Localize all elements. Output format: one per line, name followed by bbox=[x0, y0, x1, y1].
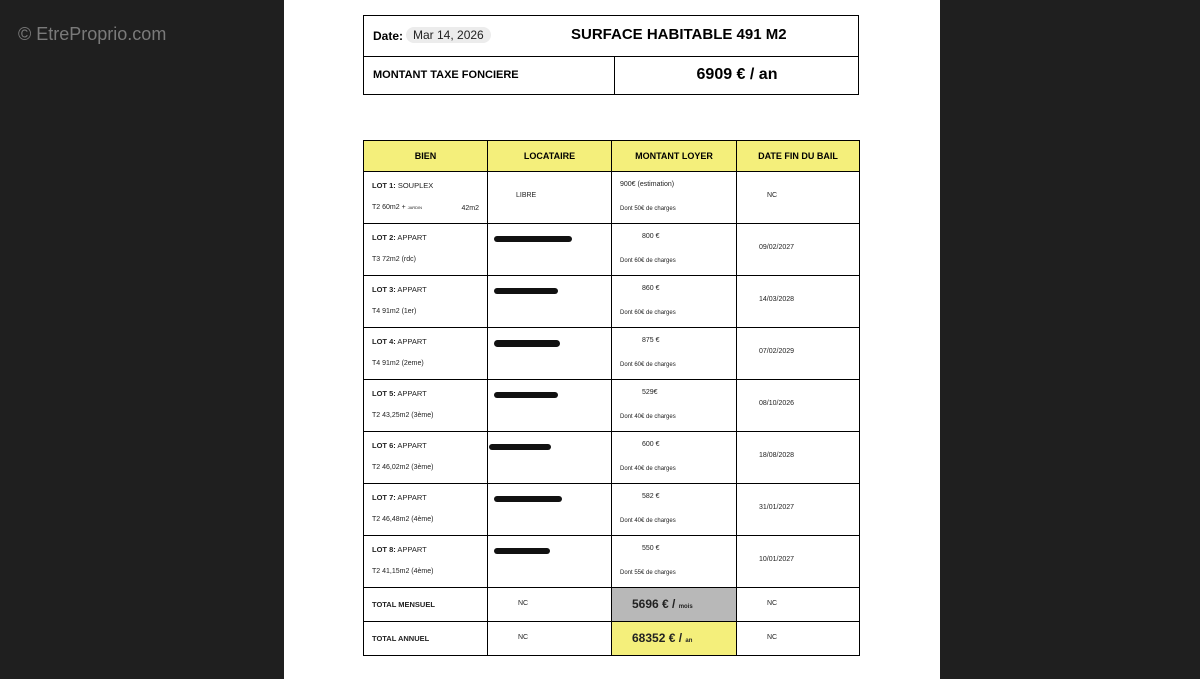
lot-title: LOT 3: APPART bbox=[372, 285, 427, 294]
table-row bbox=[364, 380, 860, 432]
table-row bbox=[364, 484, 860, 536]
rent-value: 875 € bbox=[642, 337, 660, 344]
rent-cell bbox=[612, 432, 737, 484]
redaction-mark bbox=[494, 392, 558, 398]
rent-cell bbox=[612, 224, 737, 276]
redaction-mark bbox=[494, 548, 550, 554]
total-value-cell bbox=[612, 588, 737, 622]
lease-end-cell bbox=[737, 622, 860, 656]
tenant-cell bbox=[488, 276, 612, 328]
lease-end: 07/02/2029 bbox=[759, 348, 795, 355]
rent-cell bbox=[612, 380, 737, 432]
lot-title: LOT 4: APPART bbox=[372, 337, 427, 346]
redaction-mark bbox=[494, 496, 562, 502]
lease-end: NC bbox=[767, 600, 778, 607]
tenant-cell bbox=[488, 380, 612, 432]
bien-cell bbox=[364, 276, 488, 328]
column-header: LOCATAIRE bbox=[488, 141, 612, 172]
table-row bbox=[364, 432, 860, 484]
column-header: DATE FIN DU BAIL bbox=[737, 141, 860, 172]
bien-cell bbox=[364, 328, 488, 380]
bien-cell bbox=[364, 172, 488, 224]
rent-cell bbox=[612, 172, 737, 224]
table-row bbox=[364, 172, 860, 224]
rent-cell bbox=[612, 328, 737, 380]
rent-value: 529€ bbox=[642, 389, 658, 396]
total-value: 5696 € / mois bbox=[632, 597, 693, 611]
tenant-cell bbox=[488, 484, 612, 536]
rent-charges: Dont 40€ de charges bbox=[620, 414, 676, 420]
lot-title: LOT 1: SOUPLEX bbox=[372, 181, 434, 190]
table-header-row bbox=[364, 141, 860, 172]
lot-title: LOT 6: APPART bbox=[372, 441, 427, 450]
lot-detail: T3 72m2 (rdc) bbox=[372, 256, 416, 263]
rent-value: 900€ (estimation) bbox=[620, 181, 675, 188]
redaction-mark bbox=[494, 340, 560, 347]
tenant-cell bbox=[488, 622, 612, 656]
lease-end: 31/01/2027 bbox=[759, 504, 795, 511]
lease-end: 08/10/2026 bbox=[759, 400, 795, 407]
rent-charges: Dont 40€ de charges bbox=[620, 518, 676, 524]
tax-label: MONTANT TAXE FONCIERE bbox=[373, 69, 519, 81]
bien-cell bbox=[364, 224, 488, 276]
total-monthly-row bbox=[364, 588, 860, 622]
rent-cell bbox=[612, 536, 737, 588]
lease-end-cell bbox=[737, 224, 860, 276]
rent-charges: Dont 55€ de charges bbox=[620, 570, 676, 576]
rent-value: 800 € bbox=[642, 233, 660, 240]
total-label-cell bbox=[364, 588, 488, 622]
rent-cell bbox=[612, 484, 737, 536]
column-header: BIEN bbox=[364, 141, 488, 172]
lot-detail: T2 46,48m2 (4ème) bbox=[372, 516, 434, 523]
table-row bbox=[364, 224, 860, 276]
rent-value: 600 € bbox=[642, 441, 660, 448]
rent-value: 550 € bbox=[642, 545, 660, 552]
summary-row-tax bbox=[364, 56, 858, 95]
surface-title: SURFACE HABITABLE 491 M2 bbox=[571, 26, 787, 43]
lot-detail: T2 46,02m2 (3ème) bbox=[372, 464, 434, 471]
tenant-cell bbox=[488, 536, 612, 588]
lease-end-cell bbox=[737, 432, 860, 484]
total-label: TOTAL ANNUEL bbox=[372, 634, 430, 643]
table-row bbox=[364, 536, 860, 588]
lot-detail: T4 91m2 (1er) bbox=[372, 308, 417, 315]
lots-table bbox=[363, 140, 860, 656]
lot-detail: T2 43,25m2 (3ème) bbox=[372, 412, 434, 419]
redaction-mark bbox=[489, 444, 551, 450]
lot-detail: T2 60m2 + JARDIN bbox=[372, 204, 423, 211]
summary-row-date bbox=[364, 16, 858, 57]
lease-end-cell bbox=[737, 172, 860, 224]
lot-detail: T4 91m2 (2eme) bbox=[372, 360, 424, 367]
tenant-cell bbox=[488, 224, 612, 276]
date-value: Mar 14, 2026 bbox=[406, 27, 491, 43]
lease-end: 14/03/2028 bbox=[759, 296, 795, 303]
rent-value: 860 € bbox=[642, 285, 660, 292]
redaction-mark bbox=[494, 236, 572, 242]
lot-title: LOT 5: APPART bbox=[372, 389, 427, 398]
column-header: MONTANT LOYER bbox=[612, 141, 737, 172]
watermark: © EtreProprio.com bbox=[18, 24, 167, 44]
rent-charges: Dont 50€ de charges bbox=[620, 206, 676, 212]
tenant-status: NC bbox=[518, 600, 529, 607]
table-row bbox=[364, 276, 860, 328]
total-value-cell bbox=[612, 622, 737, 656]
total-label-cell bbox=[364, 622, 488, 656]
lease-end-cell bbox=[737, 588, 860, 622]
tenant-status: LIBRE bbox=[516, 192, 537, 199]
lease-end-cell bbox=[737, 276, 860, 328]
lot-title: LOT 8: APPART bbox=[372, 545, 427, 554]
lot-title: LOT 7: APPART bbox=[372, 493, 427, 502]
lease-end: NC bbox=[767, 192, 778, 199]
rent-charges: Dont 60€ de charges bbox=[620, 310, 676, 316]
lease-end-cell bbox=[737, 484, 860, 536]
tenant-cell bbox=[488, 172, 612, 224]
total-value: 68352 € / an bbox=[632, 631, 693, 645]
lease-end-cell bbox=[737, 328, 860, 380]
redaction-mark bbox=[494, 288, 558, 294]
date-label: Date: bbox=[373, 29, 404, 43]
lot-extra: 42m2 bbox=[461, 205, 479, 212]
bien-cell bbox=[364, 536, 488, 588]
summary-table bbox=[363, 15, 859, 95]
rent-charges: Dont 60€ de charges bbox=[620, 362, 676, 368]
tenant-cell bbox=[488, 432, 612, 484]
rent-charges: Dont 40€ de charges bbox=[620, 466, 676, 472]
lease-end: 18/08/2028 bbox=[759, 452, 795, 459]
tax-value: 6909 € / an bbox=[696, 66, 778, 83]
rent-charges: Dont 60€ de charges bbox=[620, 258, 676, 264]
total-yearly-row bbox=[364, 622, 860, 656]
bien-cell bbox=[364, 484, 488, 536]
tenant-cell bbox=[488, 588, 612, 622]
lease-end: 09/02/2027 bbox=[759, 244, 795, 251]
bien-cell bbox=[364, 380, 488, 432]
lease-end: NC bbox=[767, 634, 778, 641]
lease-end-cell bbox=[737, 536, 860, 588]
lease-end-cell bbox=[737, 380, 860, 432]
lot-title: LOT 2: APPART bbox=[372, 233, 427, 242]
document-page bbox=[284, 0, 940, 679]
tenant-status: NC bbox=[518, 634, 529, 641]
total-label: TOTAL MENSUEL bbox=[372, 600, 435, 609]
bien-cell bbox=[364, 432, 488, 484]
table-row bbox=[364, 328, 860, 380]
tenant-cell bbox=[488, 328, 612, 380]
rent-cell bbox=[612, 276, 737, 328]
rent-value: 582 € bbox=[642, 493, 660, 500]
lease-end: 10/01/2027 bbox=[759, 556, 795, 563]
lot-detail: T2 41,15m2 (4ème) bbox=[372, 568, 434, 575]
